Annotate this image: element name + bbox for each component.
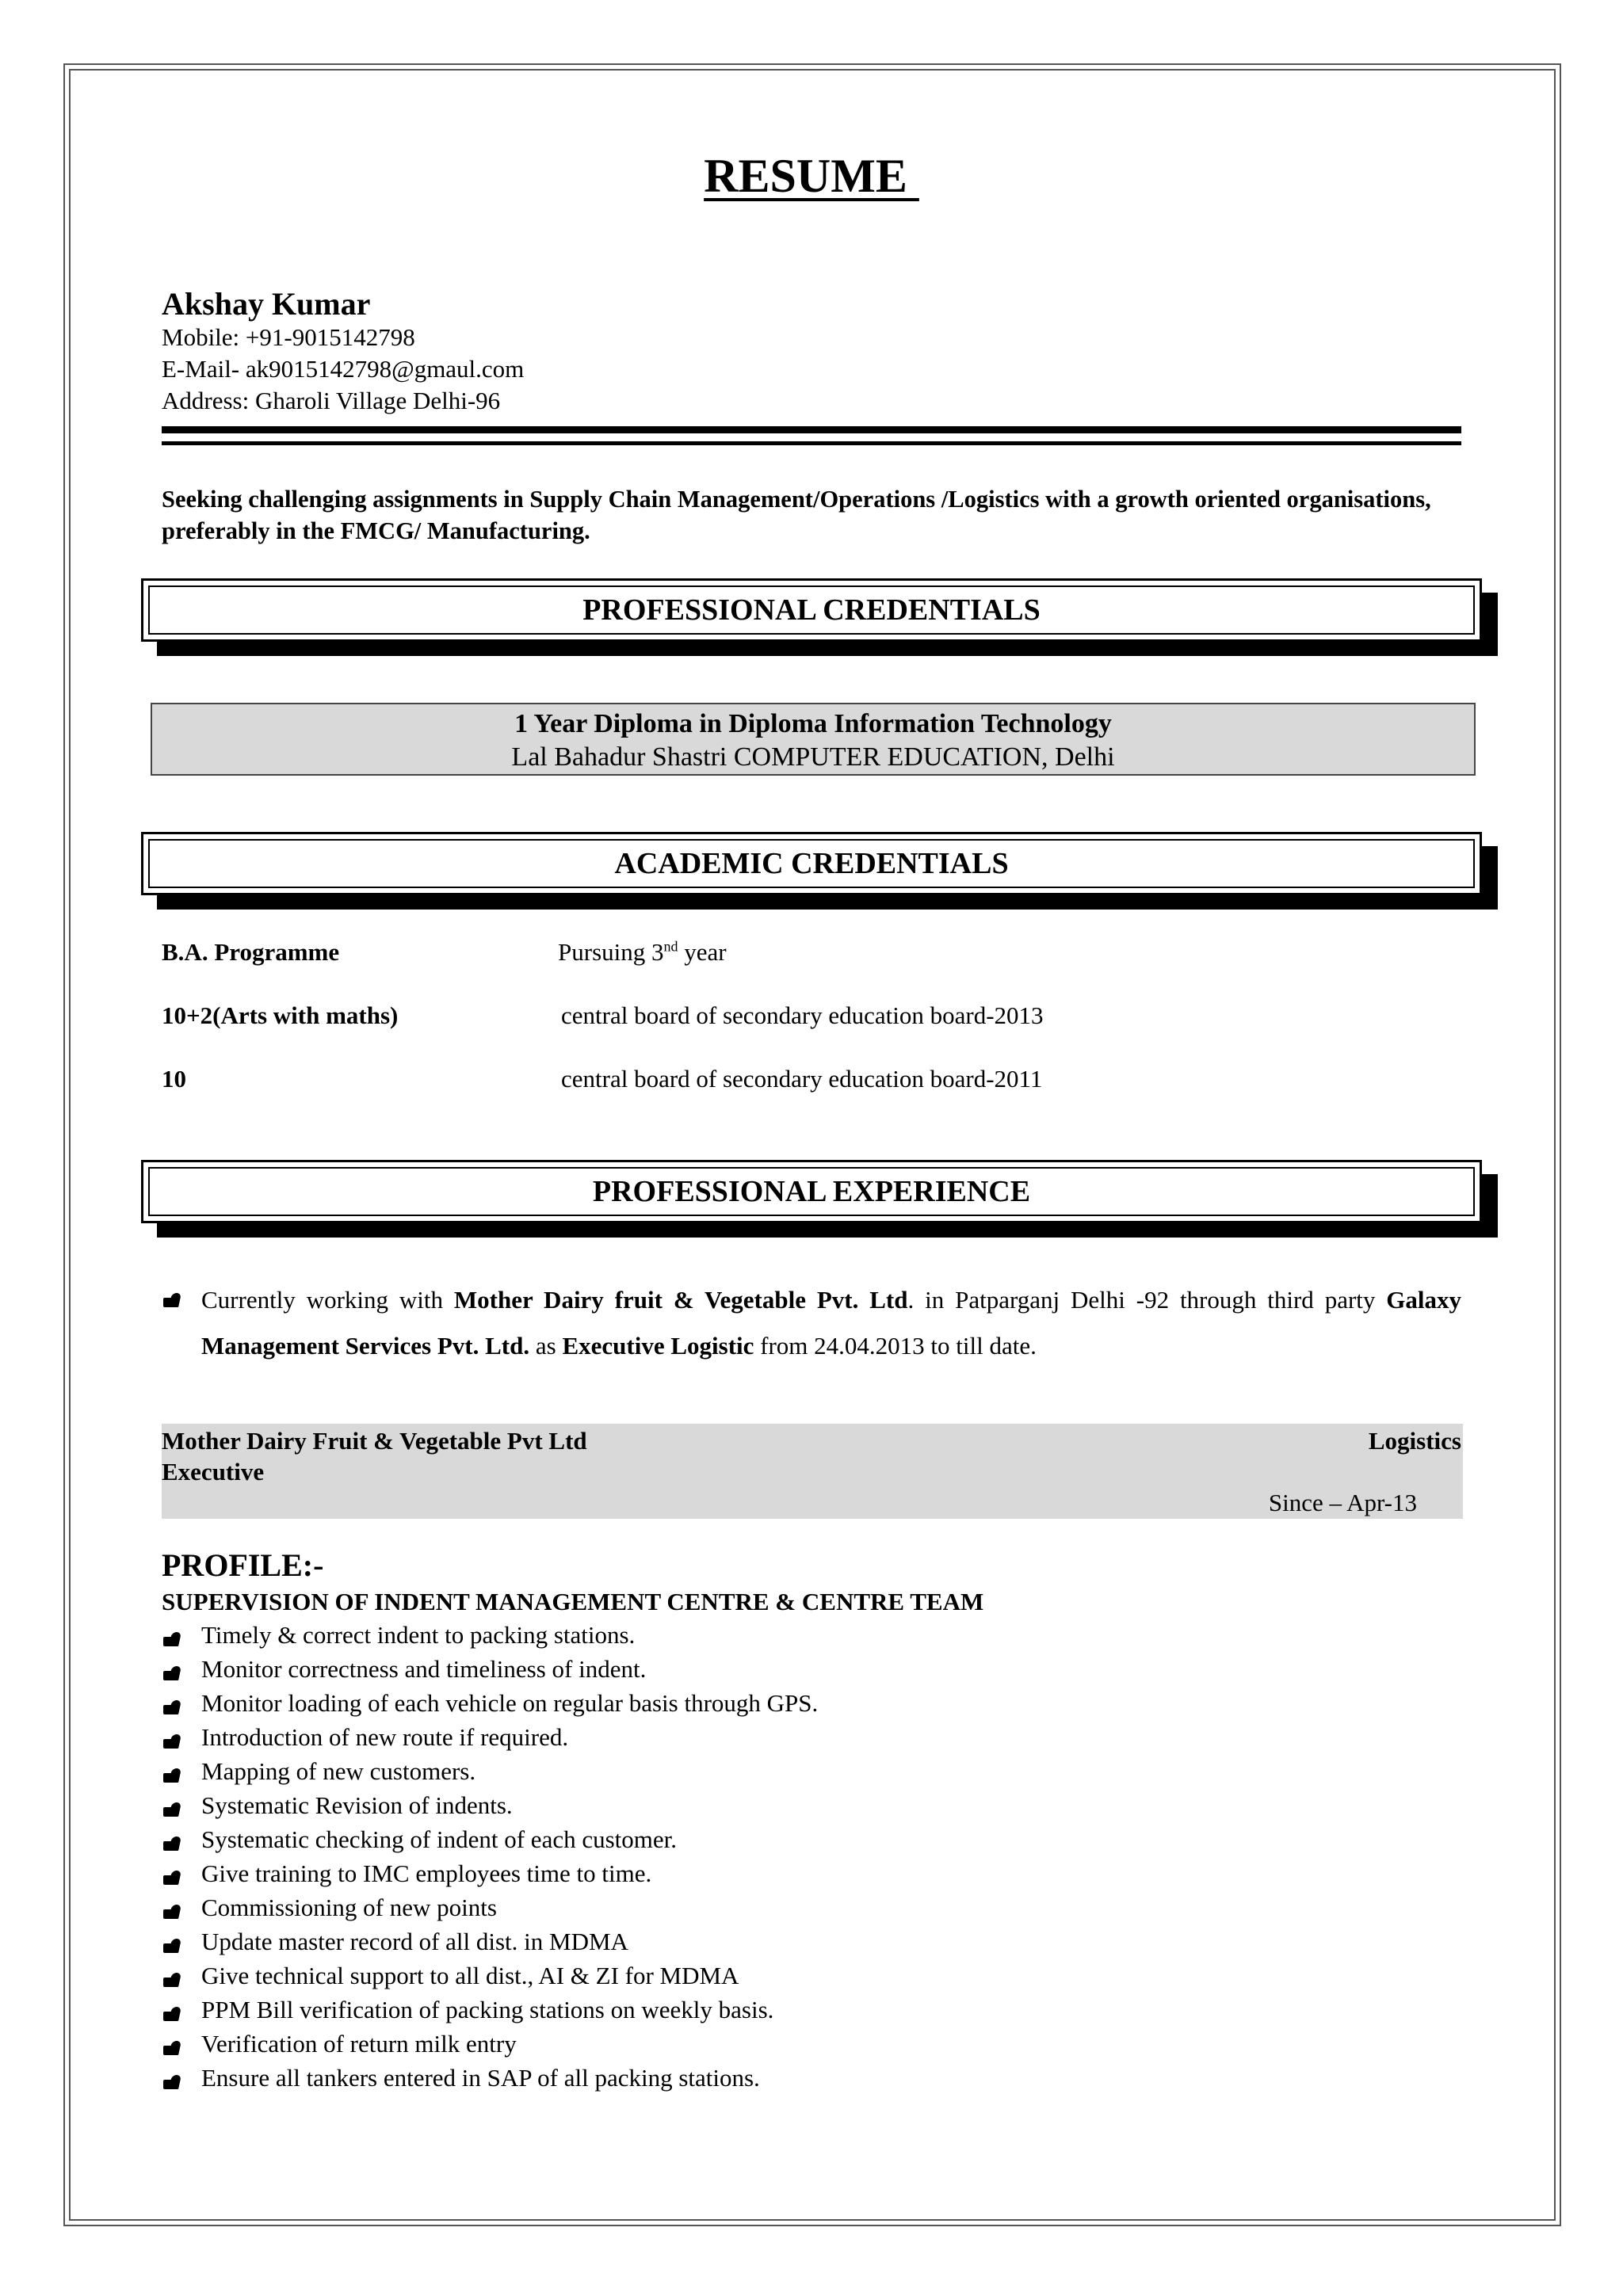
hand-pointer-bullet-icon: [163, 1801, 181, 1817]
duty-text: Timely & correct indent to packing stations.: [201, 1621, 636, 1649]
academic-qualification: 10: [162, 1065, 186, 1093]
duty-text: Verification of return milk entry: [201, 2030, 517, 2058]
academic-detail-prefix: Pursuing 3: [558, 938, 664, 966]
hand-pointer-bullet-icon: [163, 1767, 181, 1783]
section-professional-credentials: [141, 578, 1482, 642]
job-since: Since – Apr-13: [1268, 1489, 1417, 1516]
resume-title: [0, 149, 1623, 204]
profile-heading: PROFILE:-: [162, 1547, 324, 1583]
academic-detail: [558, 938, 727, 967]
duty-text: Update master record of all dist. in MDMA: [201, 1928, 628, 1955]
academic-detail: central board of secondary education board-2011: [561, 1065, 1043, 1093]
duty-text: Monitor loading of each vehicle on regular basis through GPS.: [201, 1689, 819, 1717]
job-role-line2: Executive: [162, 1458, 265, 1486]
academic-qualification: 10+2(Arts with maths): [162, 1001, 399, 1029]
header-divider-thick: [162, 426, 1461, 433]
hand-pointer-bullet-icon: [163, 1903, 181, 1919]
experience-text: . in Patparganj Delhi -92 through third party: [907, 1286, 1387, 1314]
hand-pointer-bullet-icon: [163, 1869, 181, 1885]
experience-text: as: [529, 1332, 563, 1360]
hand-pointer-bullet-icon: [163, 1937, 181, 1953]
hand-pointer-bullet-icon: [163, 2073, 181, 2089]
academic-qualification: B.A. Programme: [162, 938, 340, 966]
hand-pointer-bullet-icon: [163, 2005, 181, 2021]
academic-detail-superscript: nd: [663, 938, 678, 955]
job-summary-box: [162, 1424, 1463, 1519]
duty-text: Ensure all tankers entered in SAP of all packing stations.: [201, 2064, 760, 2092]
section-professional-experience: [141, 1160, 1482, 1223]
agency-name: Galaxy Management Services Pvt. Ltd.: [201, 1286, 1462, 1360]
section-heading: ACADEMIC CREDENTIALS: [614, 847, 1009, 880]
employer-name: Mother Dairy fruit & Vegetable Pvt. Ltd: [453, 1286, 908, 1314]
duty-text: Systematic checking of indent of each customer.: [201, 1825, 678, 1853]
duty-text: Introduction of new route if required.: [201, 1723, 569, 1751]
hand-pointer-bullet-icon: [163, 1291, 181, 1307]
hand-pointer-bullet-icon: [163, 1971, 181, 1987]
section-heading: PROFESSIONAL CREDENTIALS: [582, 593, 1041, 627]
experience-text: Currently working with: [201, 1286, 454, 1314]
postal-address: Address: Gharoli Village Delhi-96: [162, 387, 501, 414]
candidate-name: Akshay Kumar: [162, 286, 371, 322]
header-divider-thin: [162, 441, 1461, 445]
experience-text: from 24.04.2013 to till date.: [754, 1332, 1037, 1360]
hand-pointer-bullet-icon: [163, 1733, 181, 1749]
duty-text: Monitor correctness and timeliness of indent.: [201, 1655, 647, 1683]
job-role: Executive Logistic: [562, 1332, 754, 1360]
academic-detail: central board of secondary education board-2013: [561, 1001, 1044, 1029]
mobile-number: Mobile: +91-9015142798: [162, 323, 415, 351]
profile-subheading: SUPERVISION OF INDENT MANAGEMENT CENTRE & CENTRE TEAM: [162, 1588, 984, 1615]
duty-text: Give training to IMC employees time to time.: [201, 1859, 652, 1887]
hand-pointer-bullet-icon: [163, 1630, 181, 1646]
diploma-course: 1 Year Diploma in Diploma Information Technology: [514, 709, 1112, 738]
hand-pointer-bullet-icon: [163, 1665, 181, 1680]
hand-pointer-bullet-icon: [163, 2039, 181, 2055]
duty-text: Commissioning of new points: [201, 1894, 497, 1921]
diploma-institute: Lal Bahadur Shastri COMPUTER EDUCATION, Delhi: [511, 742, 1115, 772]
email-address: E-Mail- ak9015142798@gmaul.com: [162, 355, 525, 383]
hand-pointer-bullet-icon: [163, 1835, 181, 1851]
resume-title-text: RESUME: [704, 150, 919, 202]
section-academic-credentials: [141, 832, 1482, 895]
duty-text: Mapping of new customers.: [201, 1757, 476, 1785]
hand-pointer-bullet-icon: [163, 1699, 181, 1714]
job-company: Mother Dairy Fruit & Vegetable Pvt Ltd: [162, 1427, 587, 1455]
duty-text: Systematic Revision of indents.: [201, 1791, 513, 1819]
current-employment-summary: [201, 1277, 1461, 1369]
job-role-line1: Logistics: [1368, 1427, 1461, 1455]
duty-text: PPM Bill verification of packing stations on weekly basis.: [201, 1996, 774, 2023]
career-objective: Seeking challenging assignments in Supply Chain Management/Operations /Logistics with a growth oriented organisations, preferably in the FMCG/ Manufacturing.: [162, 486, 1431, 544]
duty-text: Give technical support to all dist., AI & ZI for MDMA: [201, 1962, 739, 1989]
academic-detail-suffix: year: [678, 938, 727, 966]
section-heading: PROFESSIONAL EXPERIENCE: [592, 1175, 1031, 1208]
diploma-box: [151, 703, 1476, 776]
